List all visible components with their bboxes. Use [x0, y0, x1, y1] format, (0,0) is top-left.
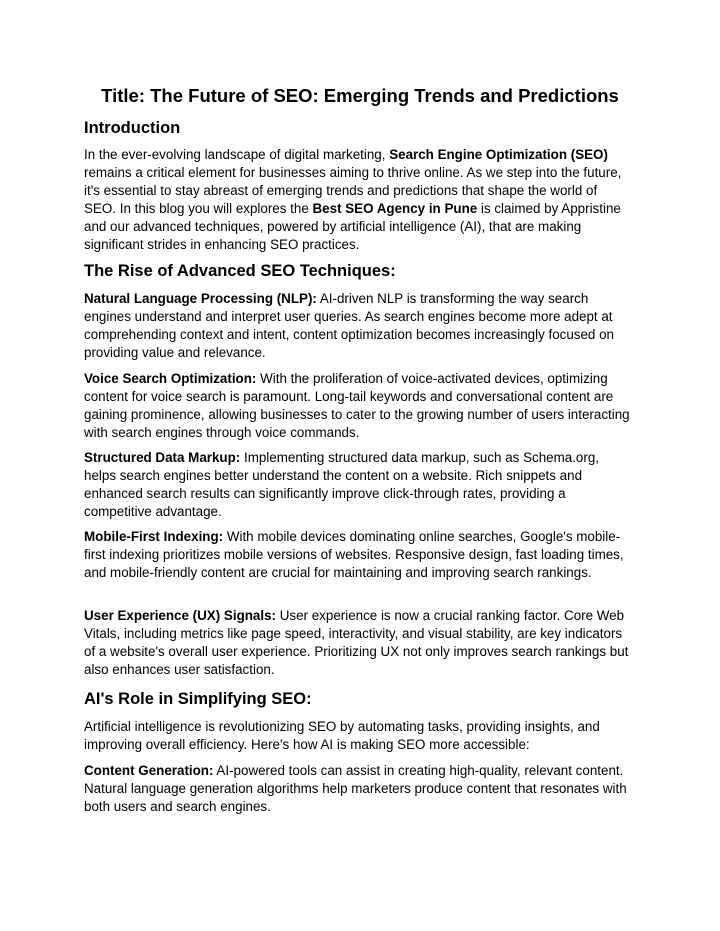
intro-text-1: In the ever-evolving landscape of digital marketing, — [84, 147, 390, 162]
rise-item-nlp — [84, 290, 632, 362]
intro-bold-seo: Search Engine Optimization (SEO) — [389, 147, 608, 162]
rise-item-text: AI-driven NLP is transforming the way search engines understand and interpret user queries. As search engines become more adept at comprehending context and intent, content optimization becomes increasingly focused on providing value and relevance. — [84, 291, 614, 360]
rise-item-term: Natural Language Processing (NLP): — [84, 291, 317, 306]
intro-bold-agency: Best SEO Agency in Pune — [312, 200, 478, 216]
rise-item-text: With the proliferation of voice-activated devices, optimizing content for voice search is paramount. Long-tail keywords and conversational content are gaining prominence, allowing businesses to cater to the growing number of users interacting with search engines through voice commands. — [84, 371, 630, 440]
rise-item-ux-signals — [84, 607, 632, 679]
rise-item-term: Mobile-First Indexing: — [84, 529, 224, 544]
rise-item-structured-data — [84, 449, 632, 521]
ai-item-term: Content Generation: — [84, 763, 214, 778]
document-title: Title: The Future of SEO: Emerging Trends and Predictions — [101, 85, 619, 106]
intro-text-2: remains a critical element for businesses aiming to thrive online. As we step into the future, it's essential to stay abreast of emerging trends and predictions that shape the world of SEO. In this blog you will explores the — [84, 164, 622, 216]
rise-heading: The Rise of Advanced SEO Techniques: — [84, 262, 396, 280]
rise-item-term: Voice Search Optimization: — [84, 371, 257, 386]
rise-item-text: User experience is now a crucial ranking factor. Core Web Vitals, including metrics like page speed, interactivity, and visual stability, are key indicators of a website's overall user experience. Prioritizing UX not only improves search rankings but also enhances user satisfaction. — [84, 608, 629, 677]
rise-item-text: Implementing structured data markup, such as Schema.org, helps search engines better understand the content on a website. Rich snippets and enhanced search results can significantly improve click-through rates, providing a competitive advantage. — [84, 450, 599, 519]
intro-text-3: is claimed by Appristine and our advanced techniques, powered by artificial intelligence (AI), that are making significant strides in enhancing SEO practices. — [84, 200, 621, 252]
rise-item-mobile-first — [84, 528, 632, 582]
rise-item-term: User Experience (UX) Signals: — [84, 608, 277, 623]
ai-item-text: AI-powered tools can assist in creating high-quality, relevant content. Natural language generation algorithms help marketers produce content that resonates with both users and search engines. — [84, 763, 627, 814]
rise-item-text: With mobile devices dominating online searches, Google's mobile-first indexing prioritizes mobile versions of websites. Responsive design, fast loading times, and mobile-friendly content are crucial for maintaining and improving search rankings. — [84, 529, 624, 580]
rise-item-term: Structured Data Markup: — [84, 450, 241, 465]
intro-paragraph — [84, 146, 632, 253]
ai-intro-paragraph: Artificial intelligence is revolutionizing SEO by automating tasks, providing insights, and improving overall efficiency. Here's how AI is making SEO more accessible: — [84, 719, 600, 752]
intro-heading: Introduction — [84, 119, 181, 137]
rise-item-voice — [84, 370, 632, 442]
ai-heading: AI's Role in Simplifying SEO: — [84, 690, 312, 708]
ai-item-content-generation — [84, 762, 632, 816]
